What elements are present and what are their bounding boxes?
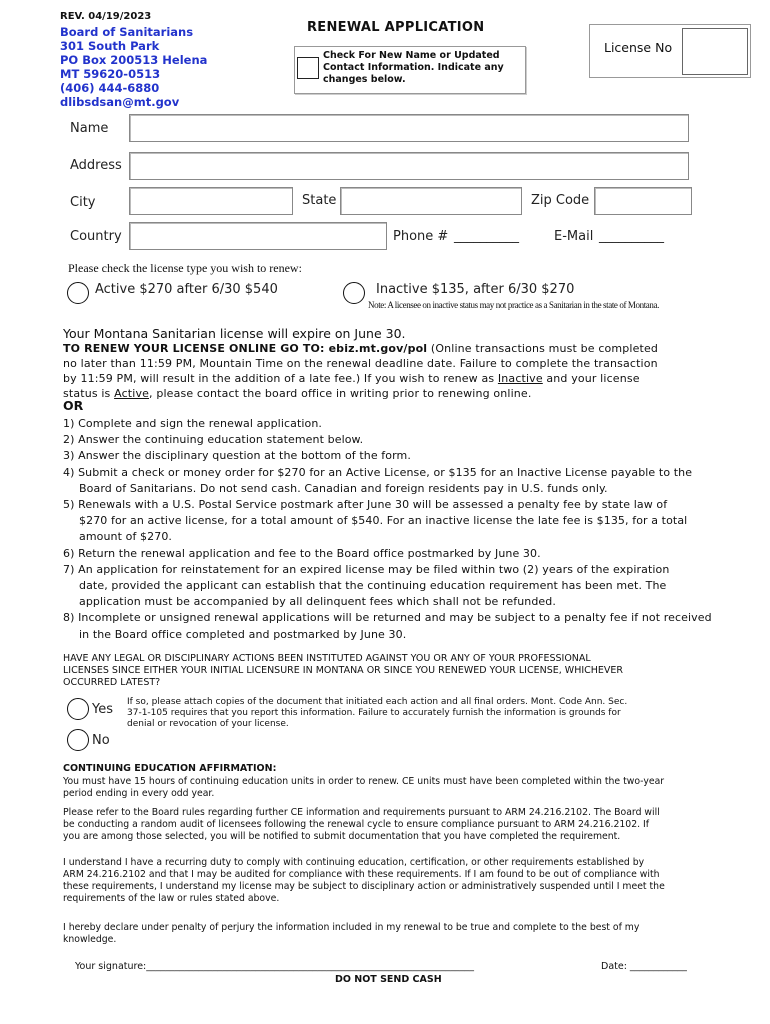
ce-heading: CONTINUING EDUCATION AFFIRMATION:	[63, 763, 277, 774]
city-label: City	[70, 195, 96, 210]
legal-question	[63, 653, 753, 689]
update-info-checkbox[interactable]	[297, 57, 319, 79]
city-input[interactable]	[129, 187, 293, 215]
step-item: in the Board office completed and postmarked by June 30.	[79, 627, 407, 641]
address-label: Address	[70, 158, 122, 173]
legal-if-so-line: If so, please attach copies of the document that initiated each action and all final orders. Mont. Code Ann. Sec.	[127, 697, 628, 707]
step-item: 3) Answer the disciplinary question at the bottom of the form.	[63, 449, 411, 463]
step-item: 5) Renewals with a U.S. Postal Service postmark after June 30 will be assessed a penalty fee by state law of	[63, 498, 668, 512]
expire-notice: Your Montana Sanitarian license will expire on June 30.	[63, 326, 406, 341]
ce-line: period ending in every odd year.	[63, 788, 215, 799]
step-item: 8) Incomplete or unsigned renewal applications will be returned and may be subject to a penalty fee if not received	[63, 611, 712, 625]
legal-yes-radio[interactable]	[67, 698, 89, 720]
address-input[interactable]	[129, 152, 689, 180]
license-type-prompt: Please check the license type you wish to renew:	[68, 261, 302, 275]
inactive-radio[interactable]	[343, 282, 365, 304]
step-item: 4) Submit a check or money order for $270 for an Active License, or $135 for an Inactive License payable to the	[63, 465, 693, 479]
online-heading: TO RENEW YOUR LICENSE ONLINE GO TO: ebiz.mt.gov/pol	[63, 342, 428, 355]
legal-if-so-line: 37-1-105 requires that you report this information. Failure to accurately furnish the information is grounds for	[127, 708, 621, 718]
address-line: 301 South Park	[60, 39, 160, 53]
license-no-label: License No	[604, 40, 673, 55]
address-line: MT 59620-0513	[60, 67, 161, 81]
phone-label: Phone #	[393, 229, 449, 244]
legal-question-line: OCCURRED LATEST?	[63, 677, 161, 688]
ce-line: I understand I have a recurring duty to comply with continuing education, certification, or other requirements established by	[63, 857, 645, 868]
ce-line: You must have 15 hours of continuing education units in order to renew. CE units must have been completed within the two-year	[63, 776, 665, 787]
online-instructions	[63, 341, 743, 401]
legal-question-line: HAVE ANY LEGAL OR DISCIPLINARY ACTIONS BEEN INSTITUTED AGAINST YOU OR ANY OF YOUR PROFESSIONAL	[63, 653, 591, 664]
online-line: , please contact the board office in writing prior to renewing online.	[149, 387, 532, 400]
ce-line: be conducting a random audit of licensees following the renewal cycle to ensure compliance pursuant to ARM 24.216.2102. If	[63, 819, 650, 830]
name-label: Name	[70, 121, 109, 136]
ce-line: ARM 24.216.2102 and that I may be audited for compliance with these requirements. If I am found to be out of compliance with	[63, 869, 660, 880]
email-line[interactable]: __________	[599, 229, 664, 244]
active-radio[interactable]	[67, 282, 89, 304]
address-email: dlibsdsan@mt.gov	[60, 95, 180, 109]
license-no-input[interactable]	[682, 28, 748, 75]
ce-paragraph	[63, 776, 763, 800]
ce-line: these requirements, I understand my license may be subject to disciplinary action or administratively suspended until I meet the	[63, 881, 665, 892]
inactive-link-text: Inactive	[497, 372, 543, 385]
state-input[interactable]	[340, 187, 522, 215]
country-input[interactable]	[129, 222, 387, 250]
address-line: PO Box 200513 Helena	[60, 53, 208, 67]
board-address	[60, 25, 207, 109]
legal-if-so-line: denial or revocation of your license.	[127, 719, 289, 729]
address-line: Board of Sanitarians	[60, 25, 194, 39]
step-item: 7) An application for reinstatement for an expired license may be filed within two (2) years of the expiration	[63, 562, 670, 576]
active-link-text: Active	[114, 387, 150, 400]
ce-line: Please refer to the Board rules regarding further CE information and requirements pursuant to ARM 24.216.2102. The Board will	[63, 807, 660, 818]
steps-list	[63, 416, 753, 643]
country-label: Country	[70, 229, 122, 244]
legal-no-radio[interactable]	[67, 729, 89, 751]
state-label: State	[302, 193, 337, 208]
step-item: $270 for an active license, for a total amount of $540. For an inactive license the late fee is $135, for a total	[79, 514, 688, 528]
step-item: 6) Return the renewal application and fee to the Board office postmarked by June 30.	[63, 546, 541, 560]
ce-line: you are among those selected, you will be notified to submit documentation that you have completed the requirement.	[63, 831, 621, 842]
online-line: and your license	[542, 372, 640, 385]
active-label: Active $270 after 6/30 $540	[95, 282, 278, 297]
date-line[interactable]: Date: ____________	[601, 961, 687, 972]
step-item: Board of Sanitarians. Do not send cash. Canadian and foreign residents pay in U.S. funds only.	[79, 481, 608, 495]
name-input[interactable]	[129, 114, 689, 142]
legal-no-label: No	[92, 733, 110, 748]
signature-line[interactable]: Your signature:_____________________________________________________________________	[75, 961, 474, 972]
revision-date: REV. 04/19/2023	[60, 11, 152, 22]
step-item: date, provided the applicant can establish that the continuing education requirement has been met. The	[79, 579, 667, 593]
zip-label: Zip Code	[531, 193, 590, 208]
online-line: no later than 11:59 PM, Mountain Time on the renewal deadline date. Failure to complete the transaction	[63, 357, 658, 370]
ce-line: knowledge.	[63, 934, 117, 945]
step-item: application must be accompanied by all delinquent fees which shall not be refunded.	[79, 595, 556, 609]
online-line: status is	[63, 387, 115, 400]
ce-paragraph	[63, 922, 763, 946]
ce-paragraph	[63, 807, 763, 843]
ce-line: I hereby declare under penalty of perjury the information included in my renewal to be true and complete to the best of my	[63, 922, 640, 933]
step-item: 2) Answer the continuing education statement below.	[63, 433, 364, 447]
step-item: amount of $270.	[79, 530, 173, 544]
or-label: OR	[63, 398, 84, 413]
ce-paragraph	[63, 857, 763, 905]
ce-line: requirements of the law or rules stated above.	[63, 893, 280, 904]
legal-if-so-text	[127, 697, 747, 730]
zip-input[interactable]	[594, 187, 692, 215]
legal-yes-label: Yes	[92, 702, 113, 717]
do-not-send-cash: DO NOT SEND CASH	[335, 974, 442, 985]
address-line: (406) 444-6880	[60, 81, 160, 95]
update-info-label: Check For New Name or Updated Contact Information. Indicate any changes below.	[323, 50, 504, 85]
legal-question-line: LICENSES SINCE EITHER YOUR INITIAL LICENSURE IN MONTANA OR SINCE YOU RENEWED YOUR LICENSE, WHICHEVER	[63, 665, 624, 676]
inactive-label: Inactive $135, after 6/30 $270	[376, 282, 575, 297]
inactive-note: Note: A licensee on inactive status may not practice as a Sanitarian in the state of Montana.	[368, 300, 659, 310]
email-label: E-Mail	[554, 229, 594, 244]
form-title: RENEWAL APPLICATION	[307, 20, 485, 35]
online-text: (Online transactions must be completed	[427, 342, 659, 355]
step-item: 1) Complete and sign the renewal application.	[63, 417, 323, 430]
phone-line[interactable]: __________	[454, 229, 519, 244]
online-line: by 11:59 PM, will result in the addition of a late fee.) If you wish to renew as	[63, 372, 498, 385]
